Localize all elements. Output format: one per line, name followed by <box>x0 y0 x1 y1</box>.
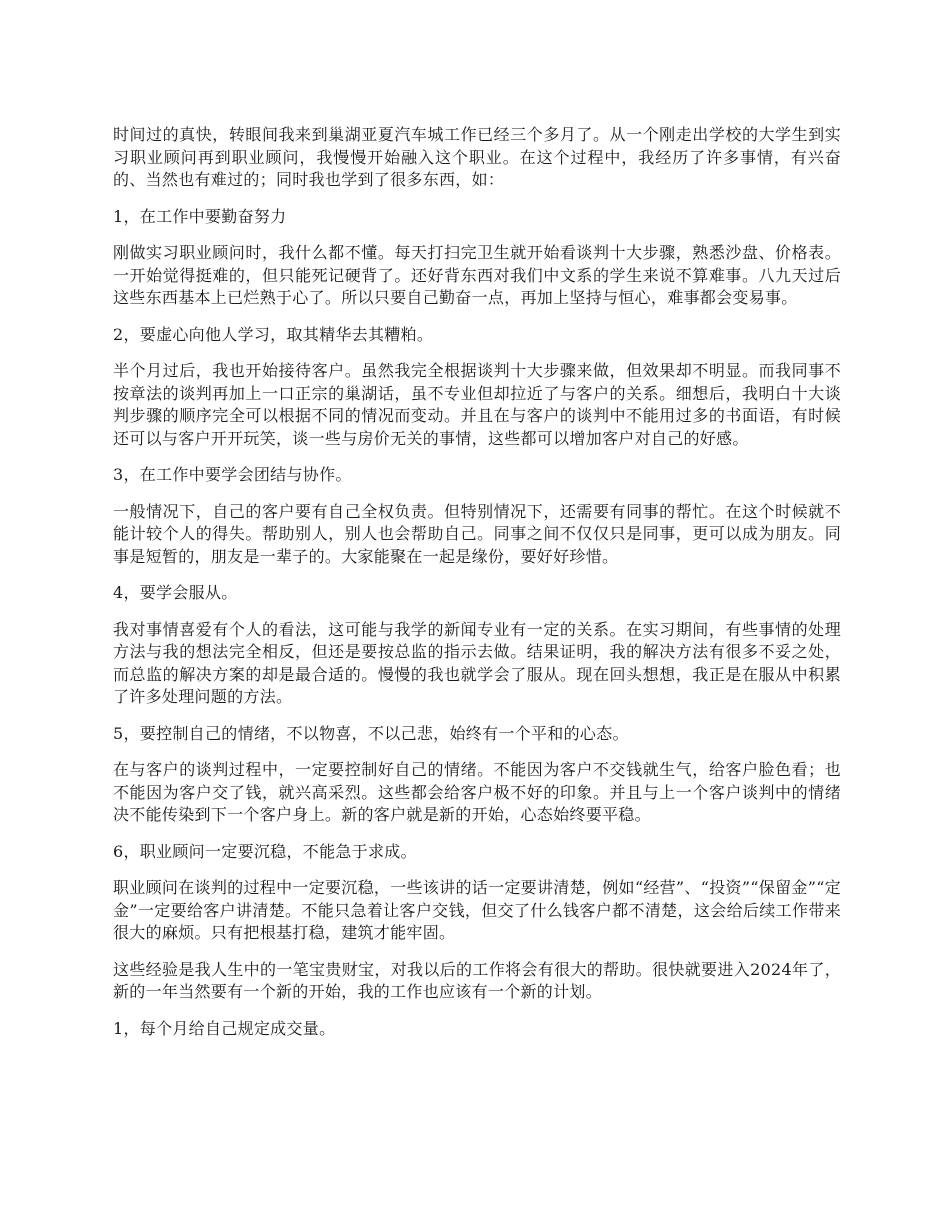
point-5-paragraph: 在与客户的谈判过程中，一定要控制好自己的情绪。不能因为客户不交钱就生气，给客户脸色看；也不能因为客户交了钱，就兴高采烈。这些都会给客户极不好的印象。并且与上一个客户谈判中的情绪决不能传染到下一个客户身上。新的客户就是新的开始，心态始终要平稳。 <box>113 760 841 824</box>
document-body <box>113 124 841 1054</box>
point-2-paragraph: 半个月过后，我也开始接待客户。虽然我完全根据谈判十大步骤来做，但效果却不明显。而我同事不按章法的谈判再加上一口正宗的巢湖话，虽不专业但却拉近了与客户的关系。细想后，我明白十大谈判步骤的顺序完全可以根据不同的情况而变动。并且在与客户的谈判中不能用过多的书面语，有时候还可以与客户开开玩笑，谈一些与房价无关的事情，这些都可以增加客户对自己的好感。 <box>113 361 841 448</box>
point-1-heading: 1，在工作中要勤奋努力 <box>113 206 287 226</box>
plan-1-heading: 1，每个月给自己规定成交量。 <box>113 1018 336 1038</box>
point-4-paragraph: 我对事情喜爱有个人的看法，这可能与我学的新闻专业有一定的关系。在实习期间，有些事情的处理方法与我的想法完全相反，但还是要按总监的指示去做。结果证明，我的解决方法有很多不妥之处，而总监的解决方案的却是最合适的。慢慢的我也就学会了服从。现在回头想想，我正是在服从中积累了许多处理问题的方法。 <box>113 619 841 706</box>
point-4-heading: 4，要学会服从。 <box>113 583 238 602</box>
point-2-heading: 2，要虚心向他人学习，取其精华去其糟粕。 <box>113 324 434 344</box>
point-1-paragraph: 刚做实习职业顾问时，我什么都不懂。每天打扫完卫生就开始看谈判十大步骤，熟悉沙盘、价格表。一开始觉得挺难的，但只能死记硬背了。还好背东西对我们中文系的学生来说不算难事。八九天过后这些东西基本上已烂熟于心了。所以只要自己勤奋一点，再加上坚持与恒心，难事都会变易事。 <box>113 243 841 307</box>
point-3-paragraph: 一般情况下，自己的客户要有自己全权负责。但特别情况下，还需要有同事的帮忙。在这个时候就不能计较个人的得失。帮助别人，别人也会帮助自己。同事之间不仅仅只是同事，更可以成为朋友。同事是短暂的，朋友是一辈子的。大家能聚在一起是缘份，要好好珍惜。 <box>113 501 841 566</box>
intro-paragraph: 时间过的真快，转眼间我来到巢湖亚夏汽车城工作已经三个多月了。从一个刚走出学校的大学生到实习职业顾问再到职业顾问，我慢慢开始融入这个职业。在这个过程中，我经历了许多事情，有兴奋的、当然也有难过的；同时我也学到了很多东西，如： <box>113 125 841 189</box>
summary-paragraph: 这些经验是我人生中的一笔宝贵财宝，对我以后的工作将会有很大的帮助。很快就要进入2024年了，新的一年当然要有一个新的开始，我的工作也应该有一个新的计划。 <box>113 959 841 1001</box>
point-6-heading: 6，职业顾问一定要沉稳，不能急于求成。 <box>113 841 417 861</box>
point-6-paragraph: 职业顾问在谈判的过程中一定要沉稳，一些该讲的话一定要讲清楚，例如“经营”、“投资”“保留金”“定金”一定要给客户讲清楚。不能只急着让客户交钱，但交了什么钱客户都不清楚，这会给后续工作带来很大的麻烦。只有把根基打稳，建筑才能牢固。 <box>113 878 841 942</box>
point-5-heading: 5，要控制自己的情绪，不以物喜，不以己悲，始终有一个平和的心态。 <box>113 723 629 743</box>
point-3-heading: 3，在工作中要学会团结与协作。 <box>113 465 352 484</box>
